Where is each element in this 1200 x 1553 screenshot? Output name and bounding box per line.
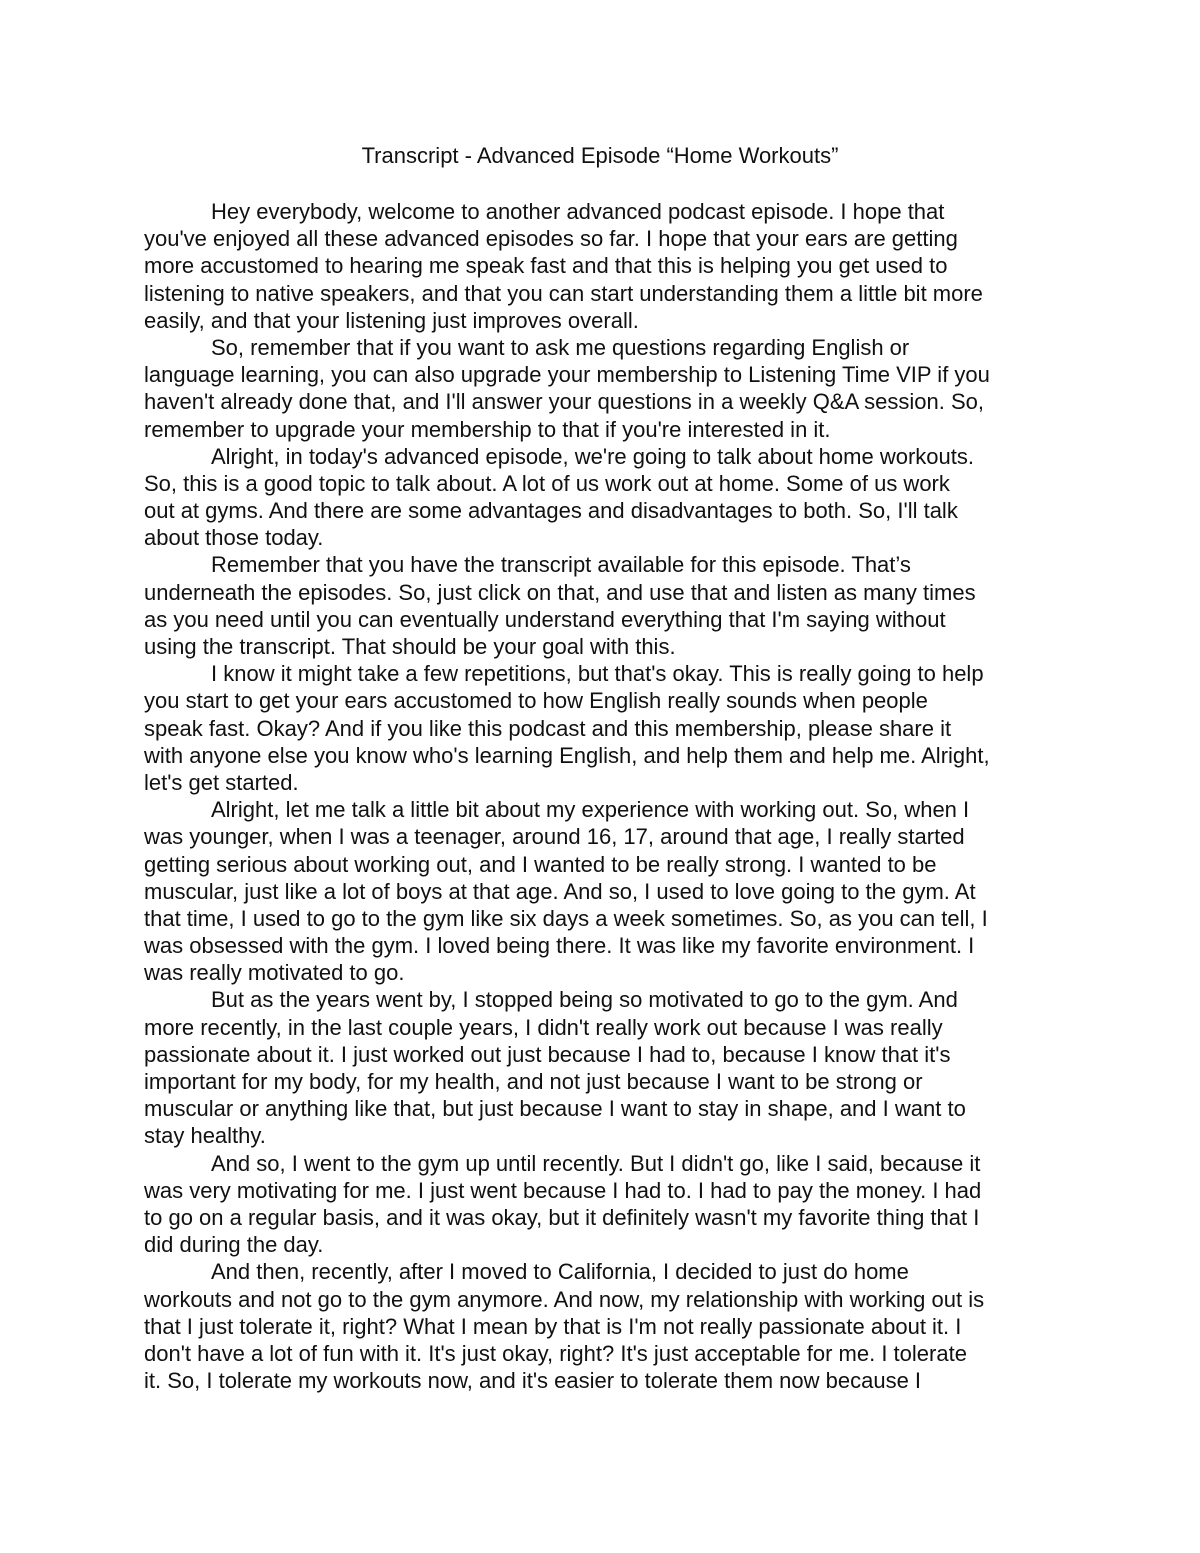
transcript-line: stay healthy.	[144, 1123, 266, 1149]
transcript-line: was younger, when I was a teenager, around 16, 17, around that age, I really started	[144, 824, 965, 850]
transcript-line: listening to native speakers, and that you can start understanding them a little bit more	[144, 280, 983, 306]
transcript-line: don't have a lot of fun with it. It's just okay, right? It's just acceptable for me. I tolerate	[144, 1340, 967, 1366]
transcript-line: that time, I used to go to the gym like six days a week sometimes. So, as you can tell, I	[144, 905, 988, 931]
transcript-line: as you need until you can eventually understand everything that I'm saying without	[144, 606, 946, 632]
transcript-line: language learning, you can also upgrade your membership to Listening Time VIP if you	[144, 362, 990, 388]
transcript-line: was obsessed with the gym. I loved being there. It was like my favorite environment. I	[144, 933, 975, 959]
transcript-line: Remember that you have the transcript available for this episode. That’s	[211, 552, 911, 578]
transcript-line: workouts and not go to the gym anymore. And now, my relationship with working out is	[144, 1286, 985, 1312]
document-title: Transcript - Advanced Episode “Home Workouts”	[361, 143, 839, 168]
transcript-line: Alright, let me talk a little bit about my experience with working out. So, when I	[211, 797, 970, 823]
transcript-line: was very motivating for me. I just went because I had to. I had to pay the money. I had	[144, 1177, 982, 1203]
transcript-line: speak fast. Okay? And if you like this podcast and this membership, please share it	[144, 715, 952, 741]
transcript-line: passionate about it. I just worked out just because I had to, because I know that it's	[144, 1041, 951, 1067]
transcript-line: And so, I went to the gym up until recently. But I didn't go, like I said, because it	[211, 1150, 981, 1176]
transcript-line: you start to get your ears accustomed to how English really sounds when people	[144, 688, 928, 714]
transcript-line: remember to upgrade your membership to that if you're interested in it.	[144, 416, 831, 442]
transcript-line: more recently, in the last couple years, I didn't really work out because I was really	[144, 1014, 943, 1040]
transcript-line: So, this is a good topic to talk about. A lot of us work out at home. Some of us work	[144, 470, 950, 496]
transcript-line: using the transcript. That should be your goal with this.	[144, 634, 676, 659]
transcript-line: easily, and that your listening just improves overall.	[144, 307, 639, 333]
transcript-line: you've enjoyed all these advanced episodes so far. I hope that your ears are getting	[144, 226, 958, 252]
transcript-line: was really motivated to go.	[144, 960, 405, 986]
transcript-line: out at gyms. And there are some advantages and disadvantages to both. So, I'll talk	[144, 498, 958, 524]
transcript-line: to go on a regular basis, and it was okay, but it definitely wasn't my favorite thing that I	[144, 1204, 980, 1230]
transcript-line: I know it might take a few repetitions, but that's okay. This is really going to help	[211, 661, 984, 687]
transcript-line: And then, recently, after I moved to California, I decided to just do home	[211, 1259, 909, 1285]
transcript-line: getting serious about working out, and I wanted to be really strong. I wanted to be	[144, 851, 937, 877]
transcript-line: with anyone else you know who's learning English, and help them and help me. Alright,	[144, 742, 990, 768]
transcript-line: it. So, I tolerate my workouts now, and it's easier to tolerate them now because I	[144, 1368, 922, 1394]
transcript-line: let's get started.	[144, 769, 299, 795]
transcript-body	[144, 198, 1064, 1394]
transcript-line: that I just tolerate it, right? What I mean by that is I'm not really passionate about it. I	[144, 1313, 962, 1339]
transcript-line: important for my body, for my health, and not just because I want to be strong or	[144, 1069, 923, 1094]
transcript-line: Alright, in today's advanced episode, we're going to talk about home workouts.	[211, 443, 974, 469]
transcript-line: muscular, just like a lot of boys at that age. And so, I used to love going to the gym. At	[144, 878, 976, 904]
transcript-line: muscular or anything like that, but just because I want to stay in shape, and I want to	[144, 1096, 966, 1122]
transcript-line: But as the years went by, I stopped being so motivated to go to the gym. And	[211, 987, 958, 1013]
transcript-line: Hey everybody, welcome to another advanced podcast episode. I hope that	[211, 199, 945, 224]
transcript-line: about those today.	[144, 525, 324, 551]
transcript-line: underneath the episodes. So, just click on that, and use that and listen as many times	[144, 579, 976, 605]
transcript-line: haven't already done that, and I'll answer your questions in a weekly Q&A session. So,	[144, 389, 984, 415]
transcript-line: did during the day.	[144, 1232, 324, 1258]
transcript-line: So, remember that if you want to ask me questions regarding English or	[211, 334, 910, 360]
transcript-line: more accustomed to hearing me speak fast and that this is helping you get used to	[144, 253, 948, 279]
